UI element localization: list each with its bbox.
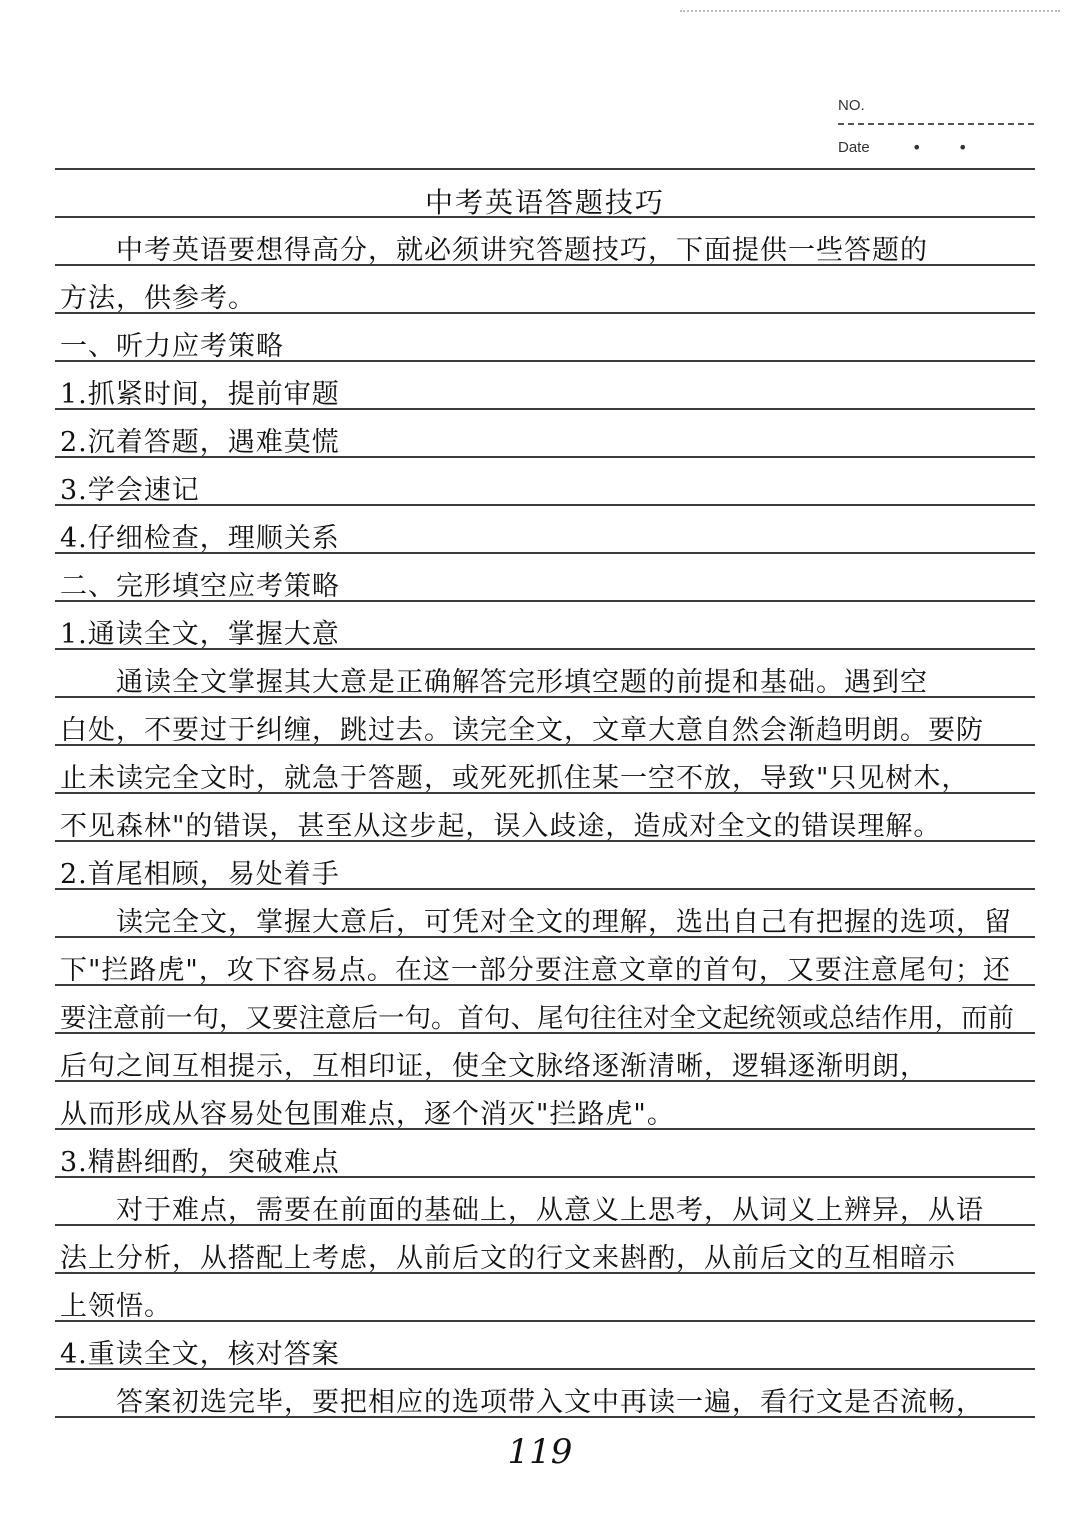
text-line: 法上分析，从搭配上考虑，从前后文的行文来斟酌，从前后文的互相暗示 xyxy=(60,1243,956,1274)
date-dot: • xyxy=(958,138,968,157)
text-line: 从而形成从容易处包围难点，逐个消灭"拦路虎"。 xyxy=(60,1099,675,1130)
text-line: 中考英语要想得高分，就必须讲究答题技巧，下面提供一些答题的 xyxy=(60,235,928,266)
text-line: 白处，不要过于纠缠，跳过去。读完全文，文章大意自然会渐趋明朗。要防 xyxy=(60,715,984,746)
header-dashed-line xyxy=(838,123,1034,125)
text-line: 对于难点，需要在前面的基础上，从意义上思考，从词义上辨异，从语 xyxy=(60,1195,984,1226)
top-dotted-line xyxy=(680,10,1060,12)
text-line: 止未读完全文时，就急于答题，或死死抓住某一空不放，导致"只见树木， xyxy=(60,763,970,794)
list-item: 1.抓紧时间，提前审题 xyxy=(60,379,340,410)
header-no-label: NO. xyxy=(838,97,865,114)
subsection-heading: 1.通读全文，掌握大意 xyxy=(60,619,340,650)
list-item: 4.仔细检查，理顺关系 xyxy=(60,523,340,554)
ruled-line xyxy=(55,168,1035,170)
subsection-heading: 3.精斟细酌，突破难点 xyxy=(60,1147,340,1178)
section-heading: 二、完形填空应考策略 xyxy=(60,571,340,602)
text-line: 通读全文掌握其大意是正确解答完形填空题的前提和基础。遇到空 xyxy=(60,667,928,698)
text-line: 上领悟。 xyxy=(60,1291,172,1322)
text-line: 答案初选完毕，要把相应的选项带入文中再读一遍，看行文是否流畅， xyxy=(60,1387,984,1418)
text-line: 不见森林"的错误，甚至从这步起，误入歧途，造成对全文的错误理解。 xyxy=(60,811,942,842)
text-line: 后句之间互相提示，互相印证，使全文脉络逐渐清晰，逻辑逐渐明朗， xyxy=(60,1051,928,1082)
header-date-label: Date xyxy=(838,139,870,156)
section-heading: 一、听力应考策略 xyxy=(60,331,284,362)
text-line: 要注意前一句，又要注意后一句。首句、尾句往往对全文起统领或总结作用，而前 xyxy=(60,1003,1014,1034)
text-line: 读完全文，掌握大意后，可凭对全文的理解，选出自己有把握的选项，留 xyxy=(60,907,1012,938)
list-item: 3.学会速记 xyxy=(60,475,200,506)
page-title: 中考英语答题技巧 xyxy=(424,186,665,219)
date-dot: • xyxy=(912,138,922,157)
text-line: 下"拦路虎"，攻下容易点。在这一部分要注意文章的首句，又要注意尾句；还 xyxy=(60,955,1011,986)
page-number: 119 xyxy=(507,1432,573,1472)
list-item: 2.沉着答题，遇难莫慌 xyxy=(60,427,340,458)
text-line: 方法，供参考。 xyxy=(60,283,256,314)
subsection-heading: 4.重读全文，核对答案 xyxy=(60,1339,340,1370)
subsection-heading: 2.首尾相顾，易处着手 xyxy=(60,859,340,890)
